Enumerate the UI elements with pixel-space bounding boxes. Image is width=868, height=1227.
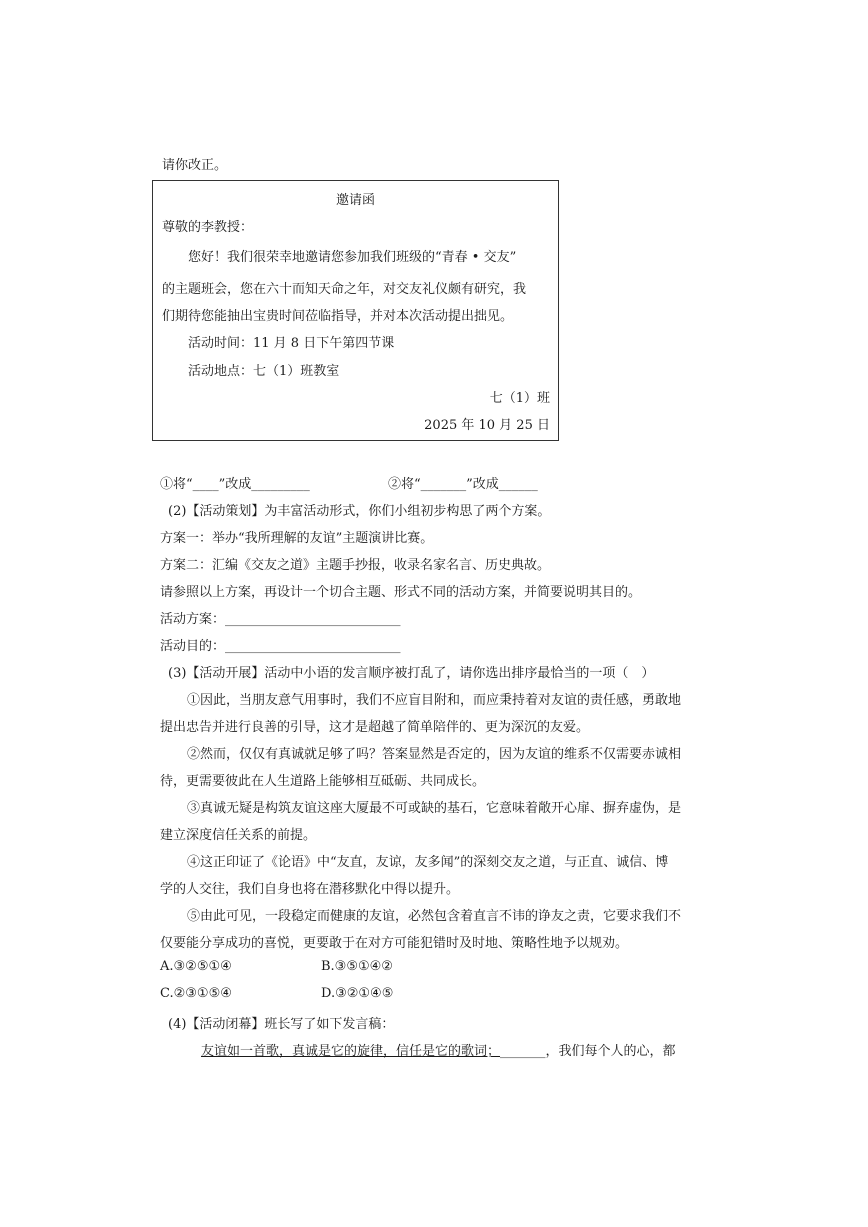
question-2-head: (2)【活动策划】为丰富活动形式，你们小组初步构思了两个方案。 (168, 504, 551, 519)
plan-1: 方案一：举办“我所理解的友谊”主题演讲比赛。 (160, 531, 434, 546)
sentence-5-line-2: 仅要能分享成功的喜悦，更要敢于在对方可能犯错时及时地、策略性地予以规劝。 (160, 936, 629, 951)
correction-item-2: ②将“_______”改成______ (388, 477, 538, 492)
sentence-4-line-1: ④这正印证了《论语》中“友直，友谅，友多闻”的深刻交友之道，与正直、诚信、博 (187, 855, 669, 870)
invitation-letter (152, 180, 559, 441)
option-c: C.②③①⑤④ (160, 986, 232, 1001)
letter-paragraph-3: 们期待您能抽出宝贵时间莅临指导，并对本次活动提出拙见。 (162, 309, 514, 324)
purpose-answer-line (160, 635, 401, 654)
option-d: D.③②①④⑤ (321, 986, 394, 1001)
letter-title: 邀请函 (336, 193, 376, 208)
plan-blank: ___________________________ (225, 612, 401, 627)
purpose-label: 活动目的： (160, 639, 226, 654)
plan-2: 方案二：汇编《交友之道》主题手抄报，收录名家名言、历史典故。 (160, 558, 551, 573)
intro-text: 请你改正。 (162, 158, 228, 173)
sentence-5-line-1: ⑤由此可见，一段稳定而健康的友谊，必然包含着直言不讳的诤友之责，它要求我们不 (187, 909, 682, 924)
sentence-4-line-2: 学的人交往，我们自身也将在潜移默化中得以提升。 (160, 882, 460, 897)
letter-time: 活动时间：11 月 8 日下午第四节课 (188, 336, 395, 351)
sentence-3-line-2: 建立深度信任关系的前提。 (160, 828, 317, 843)
plan-label: 活动方案： (160, 612, 226, 627)
question-3-head: (3)【活动开展】活动中小语的发言顺序被打乱了，请你选出排序最恰当的一项（ ） (168, 666, 655, 681)
letter-salutation: 尊敬的李教授： (162, 220, 254, 235)
letter-place: 活动地点：七（1）班教室 (188, 364, 340, 379)
speech-line (201, 1040, 676, 1059)
sentence-3-line-1: ③真诚无疑是构筑友谊这座大厦最不可或缺的基石，它意味着敞开心扉、摒弃虚伪，是 (187, 801, 682, 816)
option-b: B.③⑤①④② (321, 959, 393, 974)
plan-answer-line (160, 608, 401, 627)
speech-blank: _______ (500, 1044, 546, 1059)
speech-underlined-text: 友谊如一首歌，真诚是它的旋律，信任是它的歌词； (201, 1044, 501, 1059)
speech-rest: ，我们每个人的心，都 (545, 1044, 676, 1059)
option-a: A.③②⑤①④ (160, 959, 232, 974)
purpose-blank: ___________________________ (225, 639, 401, 654)
sentence-2-line-2: 待，更需要彼此在人生道路上能够相互砥砺、共同成长。 (160, 774, 486, 789)
question-4-head: (4)【活动闭幕】班长写了如下发言稿： (168, 1017, 395, 1032)
sentence-1-line-1: ①因此，当朋友意气用事时，我们不应盲目附和，而应秉持着对友谊的责任感，勇敢地 (187, 693, 682, 708)
letter-signature: 七（1）班 (489, 391, 550, 406)
correction-item-1: ①将“____”改成_________ (160, 477, 310, 492)
letter-date: 2025 年 10 月 25 日 (424, 418, 550, 433)
letter-paragraph-1: 您好！我们很荣幸地邀请您参加我们班级的“青春 • 交友” (188, 250, 517, 265)
letter-paragraph-2: 的主题班会，您在六十而知天命之年，对交友礼仪颇有研究，我 (162, 282, 527, 297)
sentence-2-line-1: ②然而，仅仅有真诚就足够了吗？答案显然是否定的，因为友谊的维系不仅需要赤诚相 (187, 747, 682, 762)
question-2-ask: 请参照以上方案，再设计一个切合主题、形式不同的活动方案，并简要说明其目的。 (160, 585, 642, 600)
sentence-1-line-2: 提出忠告并进行良善的引导，这才是超越了简单陪伴的、更为深沉的友爱。 (160, 720, 590, 735)
